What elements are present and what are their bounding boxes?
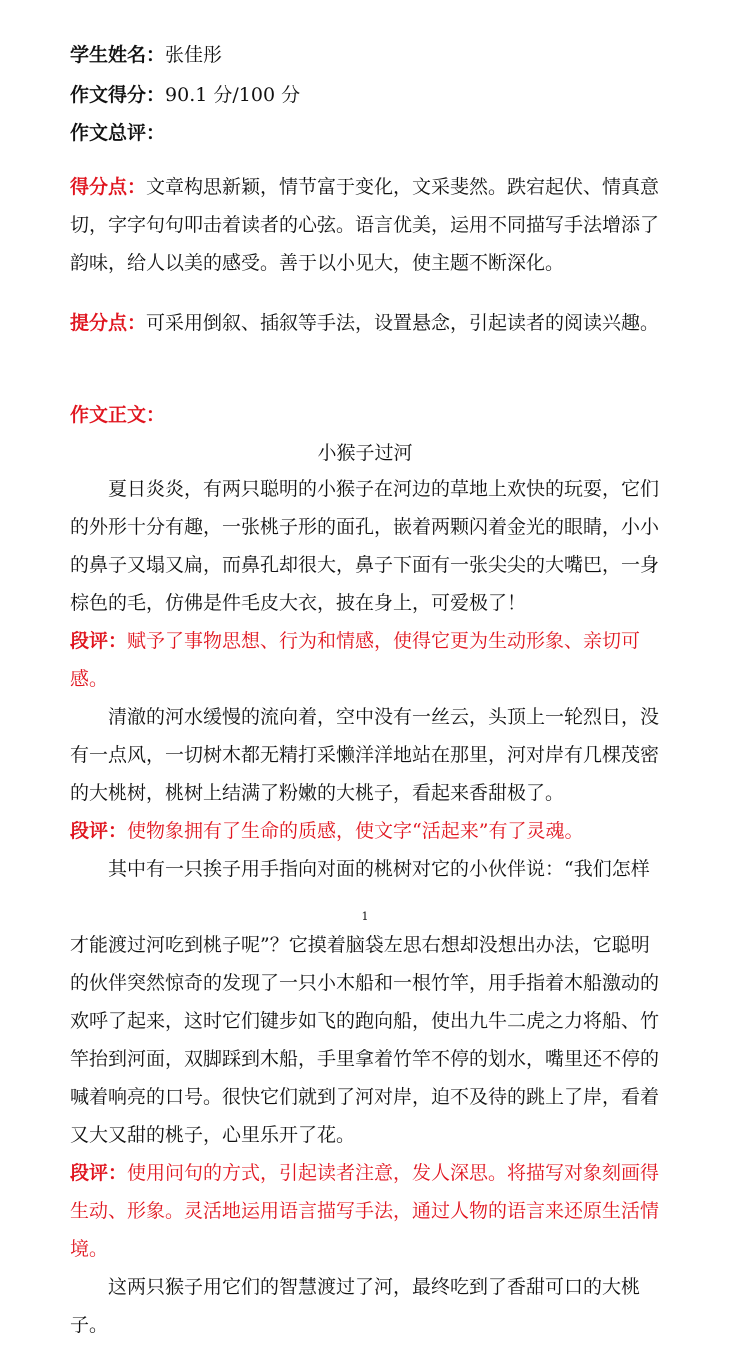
overall-label: 作文总评： [70,122,166,144]
score-line [70,83,300,107]
essay-title: 小猴子过河 [317,442,413,464]
essay-body-page1 [70,470,660,888]
essay-paragraph: 这两只猴子用它们的智慧渡过了河，最终吃到了香甜可口的大桃子。 [70,1276,641,1336]
essay-paragraph: 清澈的河水缓慢的流向着，空中没有一丝云，头顶上一轮烈日，没有一点风，一切树木都无精打采懒洋洋地站在那里，河对岸有几棵茂密的大桃树，桃树上结满了粉嫩的大桃子，看起来香甜极了。 [70,706,660,804]
student-name-line [70,43,222,67]
paragraph-comment: 段评：使用问句的方式，引起读者注意，发人深思。将描写对象刻画得生动、形象。灵活地运用语言描写手法，通过人物的语言来还原生活情境。 [70,1162,660,1260]
score-label: 作文得分： [70,84,166,106]
essay-paragraph: 夏日炎炎，有两只聪明的小猴子在河边的草地上欢快的玩耍，它们的外形十分有趣，一张桃子形的面孔，嵌着两颗闪着金光的眼睛，小小的鼻子又塌又扁，而鼻孔却很大，鼻子下面有一张尖尖的大嘴巴，一身棕色的毛，仿佛是件毛皮大衣，披在身上，可爱极了！ [70,478,660,614]
improve-text: 可采用倒叙、插叙等手法，设置悬念，引起读者的阅读兴趣。 [146,312,660,334]
strengths-block [70,168,660,282]
essay-paragraph: 才能渡过河吃到桃子呢”？它摸着脑袋左思右想却没想出办法，它聪明的伙伴突然惊奇的发现了一只小木船和一根竹竿，用手指着木船激动的欢呼了起来，这时它们键步如飞的跑向船，使出九牛二虎之力将船、竹竿抬到河面，双脚踩到木船，手里拿着竹竿不停的划水，嘴里还不停的喊着响亮的口号。很快它们就到了河对岸，迫不及待的跳上了岸，看着又大又甜的桃子，心里乐开了花。 [70,934,660,1146]
strengths-label: 得分点： [70,176,147,198]
improve-label: 提分点： [70,312,147,334]
score-value: 90.1 分/100 分 [165,84,301,106]
strengths-text: 文章构思新颖，情节富于变化，文采斐然。跌宕起伏、情真意切，字字句句叩击着读者的心弦。语言优美，运用不同描写手法增添了韵味，给人以美的感受。善于以小见大，使主题不断深化。 [70,176,660,274]
student-name-label: 学生姓名： [70,44,166,66]
body-label: 作文正文： [70,404,166,426]
improve-block [70,304,660,342]
overall-line [70,121,165,145]
student-name-value: 张佳彤 [165,44,223,66]
page-number: 1 [361,910,369,923]
paragraph-comment: 段评：赋予了事物思想、行为和情感，使得它更为生动形象、亲切可感。 [70,630,641,690]
essay-body-page2 [70,926,660,1344]
paragraph-comment: 段评：使物象拥有了生命的质感，使文字“活起来”有了灵魂。 [70,820,584,842]
essay-paragraph: 其中有一只挨子用手指向对面的桃树对它的小伙伴说：“我们怎样 [108,858,650,880]
